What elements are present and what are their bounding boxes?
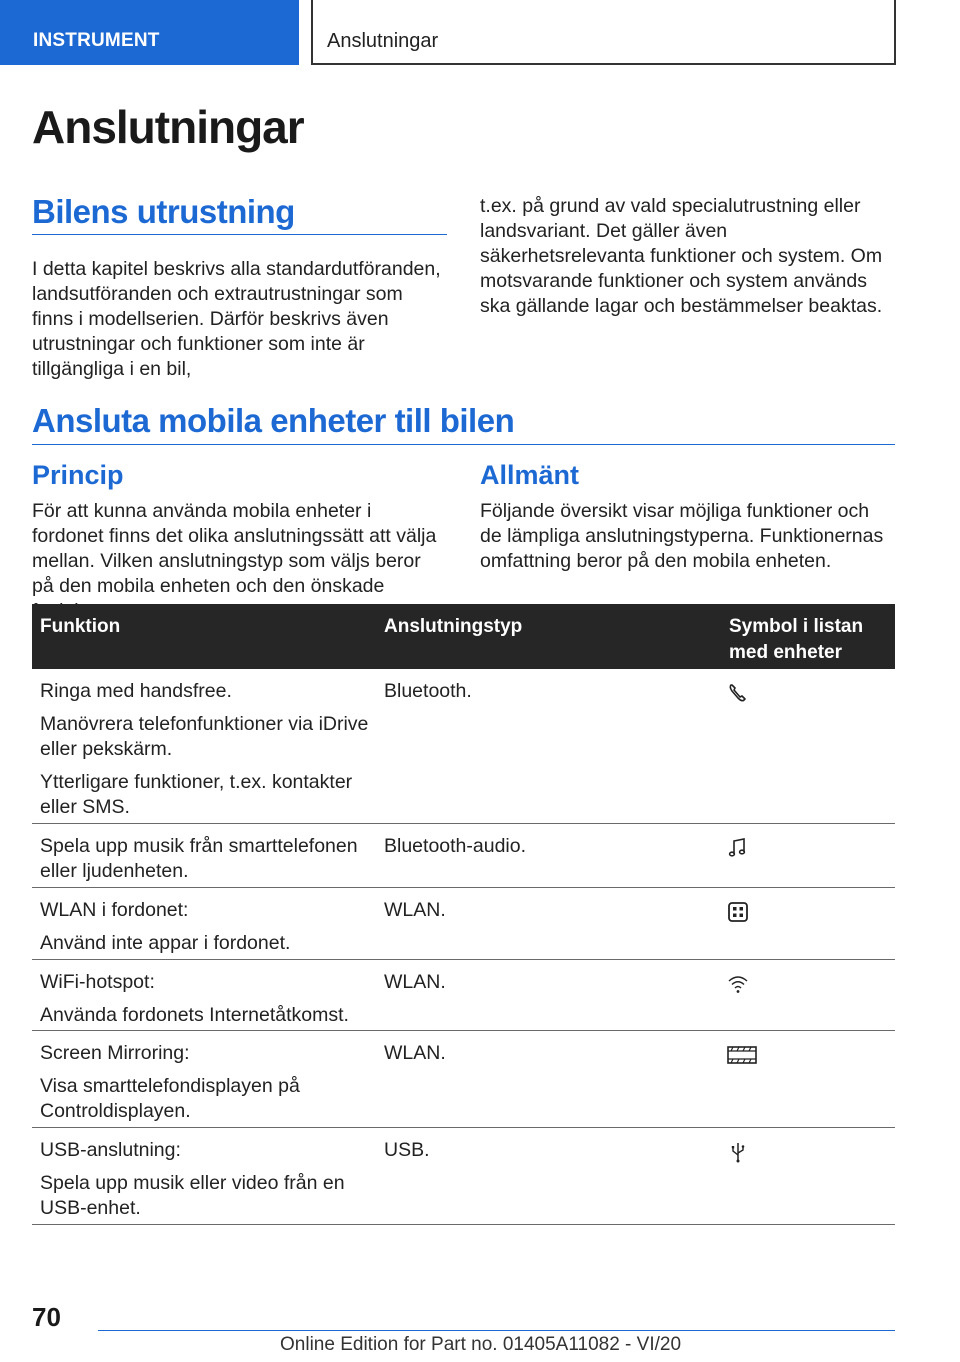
page-number: 70 — [32, 1302, 61, 1332]
footer-rule — [98, 1330, 895, 1331]
principle-text: För att kunna använda mobila enheter i fordonet finns det olika anslutningssätt att välja mellan. Vilken anslutningstyp som väljs beror på den mobila enheten och den önskade — [32, 500, 437, 597]
section-tab-label: INSTRUMENT — [33, 30, 160, 51]
page-title: Anslutningar — [32, 101, 304, 153]
type-cell: WLAN. — [384, 899, 446, 921]
function-text: WLAN i fordonet: — [40, 899, 189, 921]
function-text: WiFi-hotspot: — [40, 971, 155, 993]
section-heading-equipment: Bilens utrustning — [32, 193, 295, 230]
function-text: Manövrera telefonfunktioner via iDrive eller pekskärm. — [40, 713, 369, 760]
music-note-icon — [726, 836, 750, 860]
table-row — [32, 1128, 895, 1225]
general-heading: Allmänt — [480, 460, 580, 490]
function-text: Ytterligare funktioner, t.ex. kontakter eller SMS. — [40, 771, 353, 818]
column-header-type: Anslutningstyp — [384, 616, 523, 637]
function-cell — [40, 898, 370, 964]
function-cell — [40, 1041, 370, 1132]
section-rule-connect — [32, 444, 895, 445]
apps-icon — [726, 900, 750, 924]
chapter-header — [311, 0, 896, 65]
screen-mirroring-icon — [726, 1043, 758, 1067]
function-text: Använd inte appar i fordonet. — [40, 932, 291, 954]
function-text: Spela upp musik från smarttelefonen eller ljudenheten. — [40, 835, 358, 882]
function-cell — [40, 679, 370, 828]
type-cell: WLAN. — [384, 971, 446, 993]
function-text: Visa smarttelefondisplayen på Controldisplayen. — [40, 1075, 300, 1122]
function-text: Spela upp musik eller video från en USB-enhet. — [40, 1172, 345, 1219]
edition-text: Online Edition for Part no. 01405A11082 - VI/20 — [280, 1334, 682, 1355]
table-row — [32, 1031, 895, 1128]
table-row — [32, 960, 895, 1031]
wifi-icon — [726, 972, 750, 996]
function-cell — [40, 970, 370, 1036]
function-text: Använda fordonets Internetåtkomst. — [40, 1004, 349, 1026]
section-heading-connect: Ansluta mobila enheter till bilen — [32, 402, 515, 439]
table-row — [32, 669, 895, 824]
section-tab — [0, 0, 299, 65]
function-text: Ringa med handsfree. — [40, 680, 232, 702]
chapter-title: Anslutningar — [327, 30, 439, 52]
column-header-function: Funktion — [40, 616, 121, 637]
table-header — [32, 604, 895, 669]
type-cell: Bluetooth-audio. — [384, 835, 527, 857]
section-rule-equipment — [32, 234, 447, 235]
type-cell: USB. — [384, 1139, 430, 1161]
table-row — [32, 824, 895, 888]
general-text: Följande översikt visar möjliga funktioner och de lämpliga anslutningstyperna. Funktionernas omfattning beror på den mobila enheten. — [480, 500, 884, 572]
function-cell — [40, 834, 370, 892]
function-cell — [40, 1138, 370, 1229]
type-cell: WLAN. — [384, 1042, 446, 1064]
usb-icon — [726, 1140, 750, 1164]
column-header-symbol: Symbol i listan med enheter — [729, 616, 864, 663]
connection-table — [32, 604, 895, 1225]
table-row — [32, 888, 895, 960]
equipment-text-right: t.ex. på grund av vald specialutrustning eller landsvariant. Det gäller även säkerhetsrelevanta funktioner och system. Om motsvarande funktioner och system används ska gällande lagar och bestämmelser beaktas. — [480, 195, 883, 317]
type-cell: Bluetooth. — [384, 680, 472, 702]
function-text: USB-anslutning: — [40, 1139, 181, 1161]
principle-heading: Princip — [32, 460, 124, 490]
phone-icon — [726, 681, 750, 705]
equipment-text-left: I detta kapitel beskrivs alla standardutföranden, landsutföranden och extrautrustningar som finns i modellserien. Därför beskrivs även utrustningar och funktioner som inte är tillgängliga i en bil, — [32, 258, 441, 380]
function-text: Screen Mirroring: — [40, 1042, 190, 1064]
